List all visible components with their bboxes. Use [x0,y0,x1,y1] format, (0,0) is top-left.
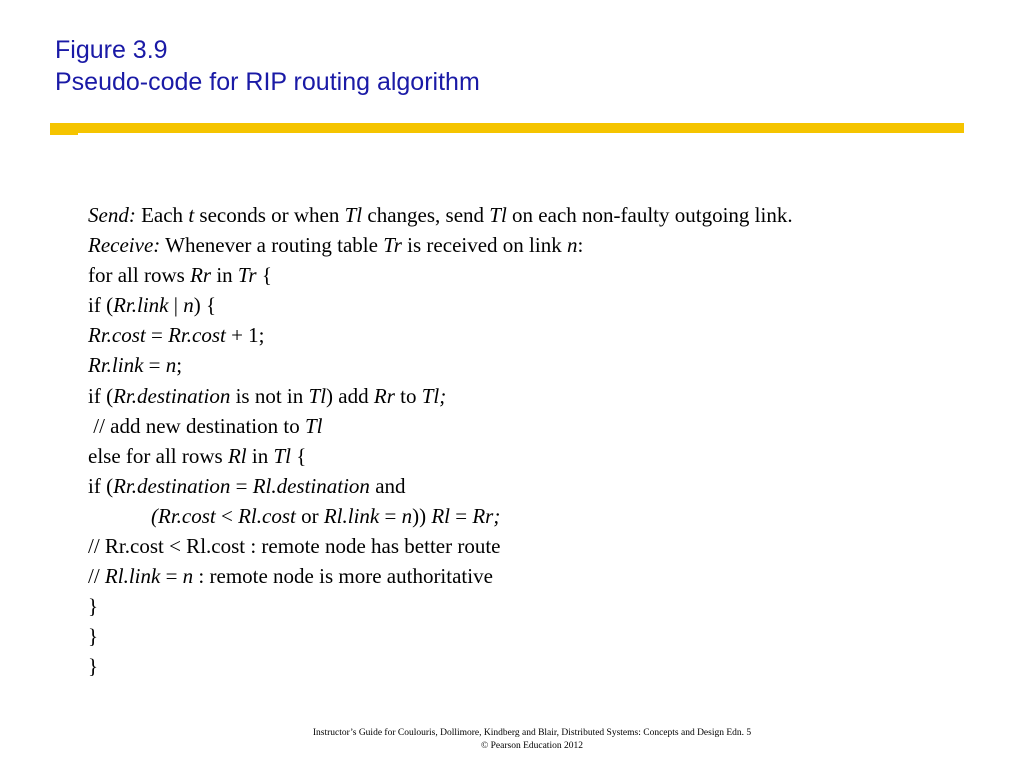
code-line [88,471,793,501]
code-token: or [295,503,324,528]
code-line [88,411,793,441]
code-token: ) add [326,383,374,408]
code-token: { [291,443,307,468]
code-token: in [246,443,274,468]
code-token: } [88,624,99,649]
code-token: = [379,503,402,528]
code-token: n [401,503,413,528]
code-token: = [160,564,183,589]
code-token: } [88,594,99,619]
code-line [88,260,793,290]
code-token: Rr.link [88,353,144,378]
code-token: seconds or when [194,203,345,227]
code-line [88,230,793,260]
code-token: ) { [193,293,217,318]
code-token: Rr.link [113,293,169,318]
code-line [88,320,793,350]
code-token: Rl [227,443,247,468]
code-token: : [577,233,584,258]
code-token: if ( [88,383,114,408]
code-token: Tl [304,413,323,438]
code-token: Rl.destination [252,473,370,498]
code-token: Rl [431,503,451,528]
slide-title [55,34,480,98]
code-token: if ( [88,473,114,498]
code-token: + 1; [225,323,265,348]
code-token: Rl.cost [238,503,296,528]
code-token: Tl; [421,383,447,408]
code-token: Rl.link [323,503,380,528]
code-token: t [188,203,195,227]
code-token: for all rows [88,263,191,288]
code-token: | [168,293,184,318]
code-token: Rr [190,263,212,288]
pseudo-code-block [88,200,793,682]
code-token: Each [135,203,189,227]
code-token: changes, send [362,203,490,227]
figure-caption: Pseudo-code for RIP routing algorithm [55,68,480,96]
code-line [88,501,793,531]
code-token: Tl [344,203,363,227]
code-token: Tl [308,383,327,408]
code-token: : remote node is more authoritative [193,564,493,589]
code-token: Send: [88,203,136,227]
code-token: = [450,503,473,528]
code-line [88,591,793,621]
code-token [88,504,151,528]
code-token: is received on link [401,233,567,258]
code-token: = [145,323,169,348]
code-token: Rr [373,383,395,408]
code-token: and [369,473,406,498]
code-token: Tr [383,233,402,258]
code-line [88,290,793,320]
code-line [88,651,793,681]
code-token: to [394,383,422,408]
code-token: )) [412,503,432,528]
code-token: Receive: [88,233,161,258]
code-token: Tl [273,443,291,468]
code-token: Whenever a routing table [160,233,384,258]
code-token: Tr [237,263,257,288]
code-token: n [183,293,194,318]
code-line [88,561,793,591]
footer-copyright: © Pearson Education 2012 [481,741,583,751]
footer [0,727,1024,753]
figure-number: Figure 3.9 [55,36,168,64]
code-token: Rr.destination [113,383,231,408]
code-token: (Rr.cost [151,503,216,528]
code-line [88,621,793,651]
code-token: = [230,473,253,498]
code-token: // [88,564,105,589]
code-token: Rl.link [104,564,161,589]
code-token: n [182,564,194,589]
code-token: // Rr.cost < Rl.cost : remote node has better route [88,534,501,559]
code-token: n [165,353,177,378]
code-token: = [143,353,166,378]
code-line [88,531,793,561]
code-line [88,200,793,230]
code-token: < [215,503,239,528]
code-token: Rr.cost [168,323,226,348]
code-token: { [256,263,272,288]
code-token: else for all rows [88,443,228,468]
code-token: n [566,233,578,258]
code-token: Rr.cost [88,323,146,348]
title-divider-notch [50,133,78,135]
code-token: Rr.destination [113,473,231,498]
code-token: // add new destination to [88,413,305,438]
code-token: on each non-faulty outgoing link. [506,203,793,227]
code-token: if ( [88,293,114,318]
code-line [88,350,793,380]
code-token: in [211,263,238,288]
code-token: Tl [489,203,507,227]
code-token: Rr; [472,503,501,528]
code-line [88,441,793,471]
code-token: } [88,654,99,679]
title-divider [50,123,964,133]
code-token: is not in [230,383,309,408]
code-token: ; [176,353,183,378]
code-line [88,381,793,411]
footer-citation: Instructor’s Guide for Coulouris, Dollimore, Kindberg and Blair, Distributed Systems: Concepts and Design Edn. 5 [312,728,752,738]
